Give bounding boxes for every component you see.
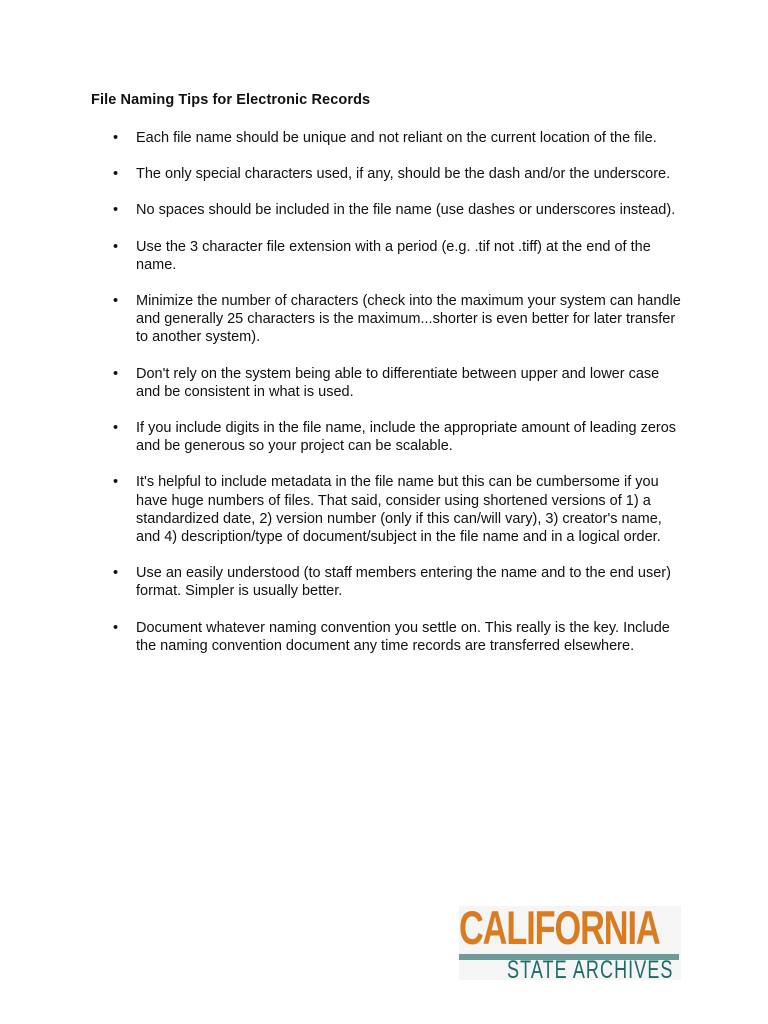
tip-text: Use an easily understood (to staff members entering the name and to the end user) format. Simpler is usually better. (136, 565, 671, 600)
list-item (0, 365, 768, 401)
bullet-icon: • (113, 130, 119, 146)
tip-text: Use the 3 character file extension with a period (e.g. .tif not .tiff) at the end of the name. (136, 238, 651, 273)
bullet-icon: • (113, 166, 119, 183)
list-item (0, 419, 768, 455)
logo-state-archives-text: STATE ARCHIVES (507, 956, 674, 984)
tip-text: Don't rely on the system being able to differentiate between upper and lower case and be consistent in what is used. (136, 365, 660, 400)
list-item (0, 201, 768, 219)
bullet-icon: • (113, 238, 119, 255)
bullet-icon: • (113, 202, 119, 219)
list-item (0, 473, 768, 546)
bullet-icon: • (113, 293, 119, 310)
bullet-icon: • (113, 619, 119, 636)
list-item (0, 619, 768, 655)
tip-text: If you include digits in the file name, include the appropriate amount of leading zeros and be generous so your project can be scalable. (136, 420, 677, 455)
bullet-icon: • (113, 365, 119, 382)
bullet-icon: • (113, 420, 119, 437)
tip-text: Minimize the number of characters (check into the maximum your system can handle and generally 25 characters is the maximum...shorter is even better for later transfer to another system). (136, 293, 681, 346)
tip-text: It's helpful to include metadata in the file name but this can be cumbersome if you have huge numbers of files. That said, consider using shortened versions of 1) a standardized date, 2) version number (only if this can/will vary), 3) creator's name, and 4) description/type of document/subject in the file name and in a logical order. (136, 474, 662, 546)
list-item (0, 564, 768, 600)
california-state-archives-logo (459, 901, 681, 984)
document-title: File Naming Tips for Electronic Records (91, 92, 371, 108)
bullet-icon: • (113, 474, 119, 491)
list-item (0, 292, 768, 347)
tip-text: The only special characters used, if any, should be the dash and/or the underscore. (136, 166, 671, 183)
tips-list (0, 129, 768, 673)
logo-california-text: CALIFORNIA (459, 901, 660, 954)
tip-text: Document whatever naming convention you settle on. This really is the key. Include the naming convention document any time records are transferred elsewhere. (136, 619, 670, 654)
bullet-icon: • (113, 565, 119, 582)
tip-text: No spaces should be included in the file name (use dashes or underscores instead). (136, 202, 676, 219)
list-item (0, 129, 768, 147)
tip-text: Each file name should be unique and not reliant on the current location of the file. (136, 130, 657, 146)
list-item (0, 165, 768, 183)
list-item (0, 238, 768, 274)
